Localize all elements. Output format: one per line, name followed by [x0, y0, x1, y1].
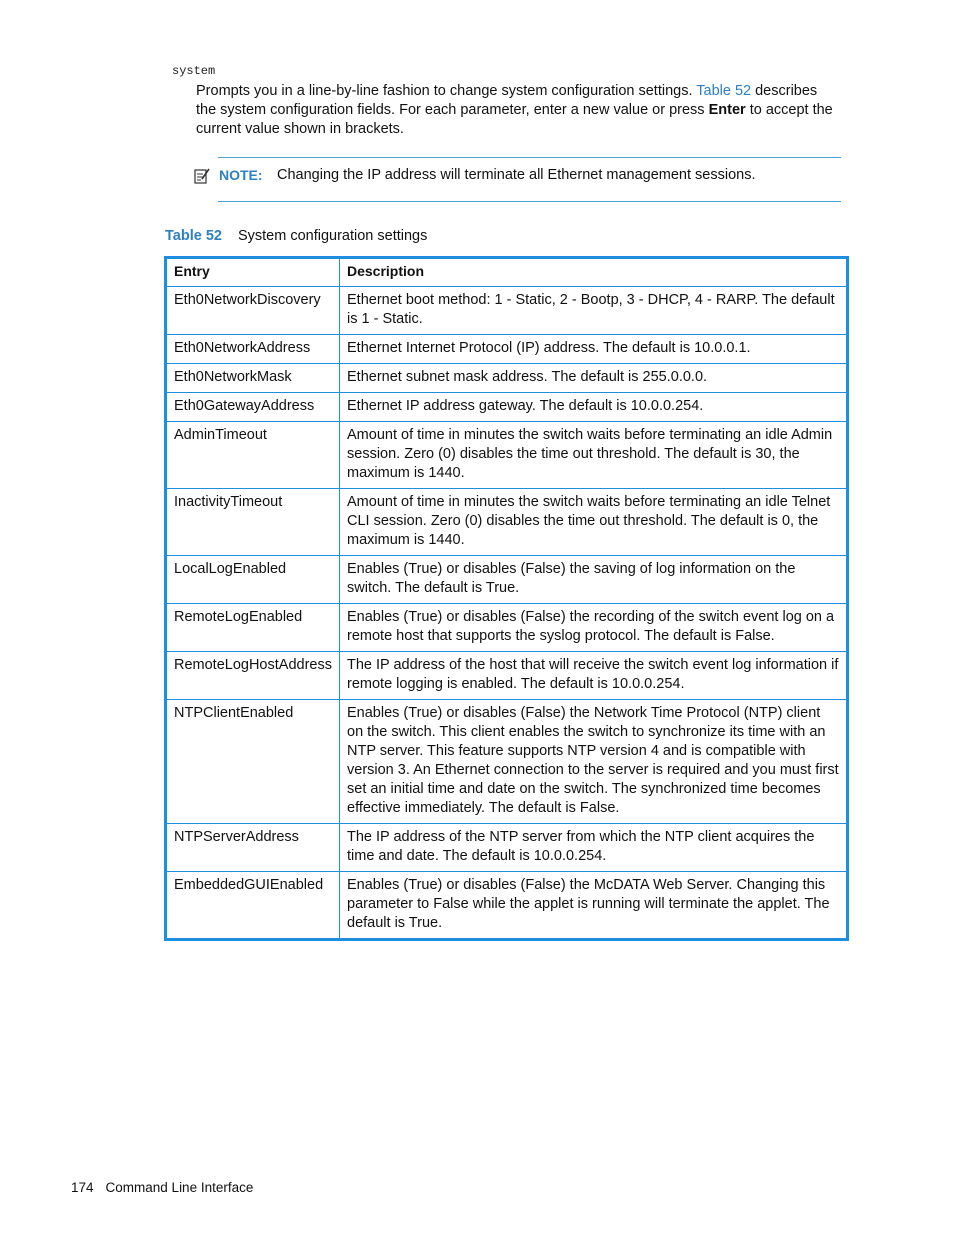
system-config-table [164, 256, 849, 941]
description-cell: The IP address of the host that will receive the switch event log information if remote logging is enabled. The default is 10.0.0.254. [340, 652, 848, 700]
table-row [166, 364, 848, 393]
entry-cell: Eth0NetworkMask [166, 364, 340, 393]
intro-paragraph [196, 82, 841, 139]
table-row [166, 393, 848, 422]
description-cell: Enables (True) or disables (False) the McDATA Web Server. Changing this parameter to False while the applet is running will terminate the applet. The default is True. [340, 872, 848, 940]
description-cell: Enables (True) or disables (False) the Network Time Protocol (NTP) client on the switch. This client enables the switch to synchronize its time with an NTP server. This feature supports NTP version 4 and is compatible with version 3. An Ethernet connection to the server is required and you must first set an initial time and date on the switch. The synchronized time becomes effective immediately. The default is False. [340, 700, 848, 824]
intro-text-1: Prompts you in a line-by-line fashion to change system configuration settings. [196, 83, 697, 99]
entry-cell: RemoteLogEnabled [166, 604, 340, 652]
table-title: System configuration settings [237, 228, 428, 244]
intro-text-2: describes the system configuration fields. For each parameter, enter a new value or press [196, 83, 818, 118]
entry-cell: AdminTimeout [166, 422, 340, 489]
description-cell: Ethernet boot method: 1 - Static, 2 - Bootp, 3 - DHCP, 4 - RARP. The default is 1 - Static. [340, 287, 848, 335]
entry-cell: NTPServerAddress [166, 824, 340, 872]
table-row [166, 489, 848, 556]
table-number: Table 52 [165, 228, 222, 244]
table-row [166, 604, 848, 652]
entry-cell: LocalLogEnabled [166, 556, 340, 604]
enter-key: Enter [708, 102, 746, 118]
footer-section: Command Line Interface [105, 1180, 254, 1195]
description-cell: Ethernet Internet Protocol (IP) address. The default is 10.0.0.1. [340, 335, 848, 364]
table-row [166, 422, 848, 489]
entry-cell: NTPClientEnabled [166, 700, 340, 824]
note-icon [193, 167, 211, 185]
table-52-link[interactable]: Table 52 [696, 83, 752, 99]
table-row [166, 700, 848, 824]
description-cell: Enables (True) or disables (False) the saving of log information on the switch. The default is True. [340, 556, 848, 604]
entry-cell: EmbeddedGUIEnabled [166, 872, 340, 940]
entry-cell: RemoteLogHostAddress [166, 652, 340, 700]
command-name: system [172, 64, 216, 78]
entry-cell: InactivityTimeout [166, 489, 340, 556]
note-text: Changing the IP address will terminate all Ethernet management sessions. [277, 167, 756, 183]
table-row [166, 824, 848, 872]
note-box [218, 157, 841, 202]
table-header-row [166, 258, 848, 287]
header-entry: Entry [166, 258, 340, 287]
page-number: 174 [71, 1180, 94, 1195]
table-row [166, 652, 848, 700]
table-row [166, 556, 848, 604]
page-footer [71, 1180, 253, 1195]
table-row [166, 335, 848, 364]
note-label: NOTE: [219, 167, 263, 183]
entry-cell: Eth0NetworkDiscovery [166, 287, 340, 335]
description-cell: Ethernet subnet mask address. The default is 255.0.0.0. [340, 364, 848, 393]
entry-cell: Eth0GatewayAddress [166, 393, 340, 422]
description-cell: Amount of time in minutes the switch waits before terminating an idle Telnet CLI session. Zero (0) disables the time out threshold. The default is 0, the maximum is 1440. [340, 489, 848, 556]
description-cell: The IP address of the NTP server from which the NTP client acquires the time and date. The default is 10.0.0.254. [340, 824, 848, 872]
description-cell: Amount of time in minutes the switch waits before terminating an idle Admin session. Zero (0) disables the time out threshold. The default is 30, the maximum is 1440. [340, 422, 848, 489]
table-row [166, 287, 848, 335]
table-caption [165, 228, 427, 244]
entry-cell: Eth0NetworkAddress [166, 335, 340, 364]
table-row [166, 872, 848, 940]
header-description: Description [340, 258, 848, 287]
description-cell: Enables (True) or disables (False) the recording of the switch event log on a remote host that supports the syslog protocol. The default is False. [340, 604, 848, 652]
intro-text-3: to accept the current value shown in brackets. [196, 102, 833, 137]
description-cell: Ethernet IP address gateway. The default is 10.0.0.254. [340, 393, 848, 422]
